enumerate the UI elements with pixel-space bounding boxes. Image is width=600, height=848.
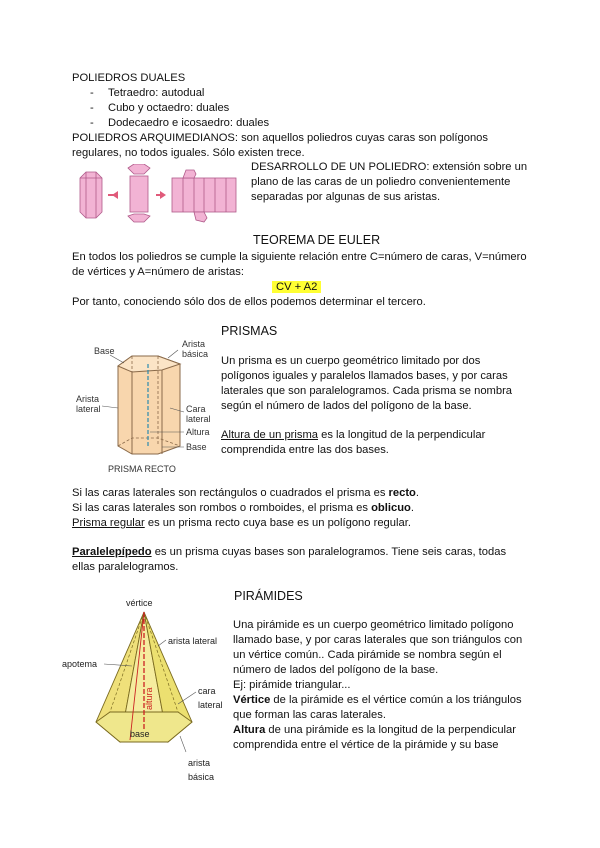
hex-prism-shape	[80, 172, 102, 218]
desarrollo-line2: plano de las caras de un poliedro convenientemente	[251, 176, 511, 188]
label-cara-lateral-1: cara	[198, 686, 216, 696]
piramides-desc-4: número de lados del polígono de la base.	[233, 664, 439, 676]
arrow-icon	[108, 191, 118, 199]
list-item: - Cubo y octaedro: duales	[88, 101, 269, 116]
label-altura: altura	[144, 687, 154, 710]
label-base-bottom: Base	[186, 442, 207, 452]
paralel-term: Paralelepípedo	[72, 546, 152, 558]
recto-end: .	[415, 487, 419, 499]
prismas-oblicuo	[72, 501, 414, 516]
altura-term: Altura de un prisma	[221, 429, 319, 441]
piramides-altura	[233, 723, 516, 738]
arquimedianos-line2: regulares, no todos iguales. Sólo existen trece.	[72, 147, 305, 159]
recto-pre: Si las caras laterales son rectángulos o cuadrados el prisma es	[72, 487, 389, 499]
label-cara-lateral-2: lateral	[186, 414, 211, 424]
piramides-desc-3: un vértice común.. Cada pirámide se nombra según el	[233, 649, 502, 661]
prismas-desc-4: según el número de lados del polígono de la base.	[221, 400, 472, 412]
euler-line2: de vértices y A=número de aristas:	[72, 266, 244, 278]
open-prism-shape	[128, 164, 150, 222]
label-arista-basica-1: arista	[188, 758, 211, 768]
label-caption: PRISMA RECTO	[108, 464, 176, 474]
altura-term-pir: Altura	[233, 724, 266, 736]
piramides-vertice-2: que forman las caras laterales.	[233, 709, 386, 721]
oblicuo-pre: Si las caras laterales son rombos o romboides, el prisma es	[72, 502, 372, 514]
regular-term: Prisma regular	[72, 517, 145, 529]
list-item: - Tetraedro: autodual	[88, 86, 269, 101]
label-vertice: vértice	[126, 598, 153, 608]
prisma-figure	[72, 336, 222, 478]
regular-rest: es un prisma recto cuya base es un polígono regular.	[144, 517, 411, 529]
recto-word: recto	[388, 487, 416, 499]
label-arista-basica-2: básica	[188, 772, 215, 782]
piramides-altura-2: comprendida entre el vértice de la pirámide y su base	[233, 739, 499, 751]
prismas-desc-3: laterales que son paralelogramos. Cada prisma se nombra	[221, 385, 513, 397]
desarrollo-line1: DESARROLLO DE UN POLIEDRO: extensión sobre un	[251, 161, 528, 173]
prismas-desc-1: Un prisma es un cuerpo geométrico limitado por dos	[221, 355, 481, 367]
arquimedianos-line1: POLIEDROS ARQUIMEDIANOS: son aquellos poliedros cuyas caras son polígonos	[72, 132, 488, 144]
label-cara-lateral-1: Cara	[186, 404, 206, 414]
prismas-recto	[72, 486, 419, 501]
altura-rest-pir: de una pirámide es la longitud de la perpendicular	[265, 724, 516, 736]
label-cara-lateral-2: lateral	[198, 700, 223, 710]
piramides-title: PIRÁMIDES	[234, 589, 303, 603]
piramides-desc-5: Ej: pirámide triangular...	[233, 679, 351, 691]
piramides-desc-2: llamado base, y por caras laterales que son triángulos con	[233, 634, 523, 646]
label-base: base	[130, 729, 150, 739]
prismas-title: PRISMAS	[221, 324, 278, 338]
prismas-altura	[221, 428, 485, 443]
arrow-icon	[156, 191, 166, 199]
label-base-top: Base	[94, 346, 115, 356]
oblicuo-word: oblicuo	[371, 502, 411, 514]
piramide-figure	[60, 594, 235, 794]
prismas-altura-2: comprendida entre las dos bases.	[221, 444, 389, 456]
paralel-rest: es un prisma cuyas bases son paralelogramos. Tiene seis caras, todas	[151, 546, 507, 558]
duales-list	[88, 86, 269, 131]
duales-title: POLIEDROS DUALES	[72, 72, 186, 84]
desarrollo-figure	[74, 164, 244, 226]
vertice-rest: de la pirámide es el vértice común a los triángulos	[270, 694, 522, 706]
net-shape	[172, 170, 236, 222]
paralelepipedo-2: ellas paralelogramos.	[72, 561, 179, 573]
label-arista-basica-1: Arista	[182, 339, 206, 349]
piramides-desc-1: Una pirámide es un cuerpo geométrico limitado polígono	[233, 619, 514, 631]
label-arista-lateral: arista lateral	[168, 636, 218, 646]
vertice-term: Vértice	[233, 694, 271, 706]
prismas-regular	[72, 516, 411, 531]
label-arista-lateral-2: lateral	[76, 404, 101, 414]
piramides-vertice	[233, 693, 522, 708]
label-apotema: apotema	[62, 659, 98, 669]
euler-line1: En todos los poliedros se cumple la siguiente relación entre C=número de caras, V=número	[72, 251, 527, 263]
label-arista-lateral-1: Arista	[76, 394, 100, 404]
paralelepipedo	[72, 545, 506, 560]
euler-formula	[272, 280, 321, 295]
prismas-desc-2: polígonos iguales y paralelos llamados bases, y por caras	[221, 370, 508, 382]
euler-line3: Por tanto, conociendo sólo dos de ellos podemos determinar el tercero.	[72, 296, 426, 308]
desarrollo-line3: separadas por algunas de sus aristas.	[251, 191, 441, 203]
altura-rest: es la longitud de la perpendicular	[318, 429, 486, 441]
label-altura: Altura	[186, 427, 210, 437]
oblicuo-end: .	[410, 502, 414, 514]
list-item: - Dodecaedro e icosaedro: duales	[88, 116, 269, 131]
formula-highlight: CV + A2	[272, 281, 321, 293]
label-arista-basica-2: básica	[182, 349, 209, 359]
euler-title: TEOREMA DE EULER	[253, 233, 381, 247]
